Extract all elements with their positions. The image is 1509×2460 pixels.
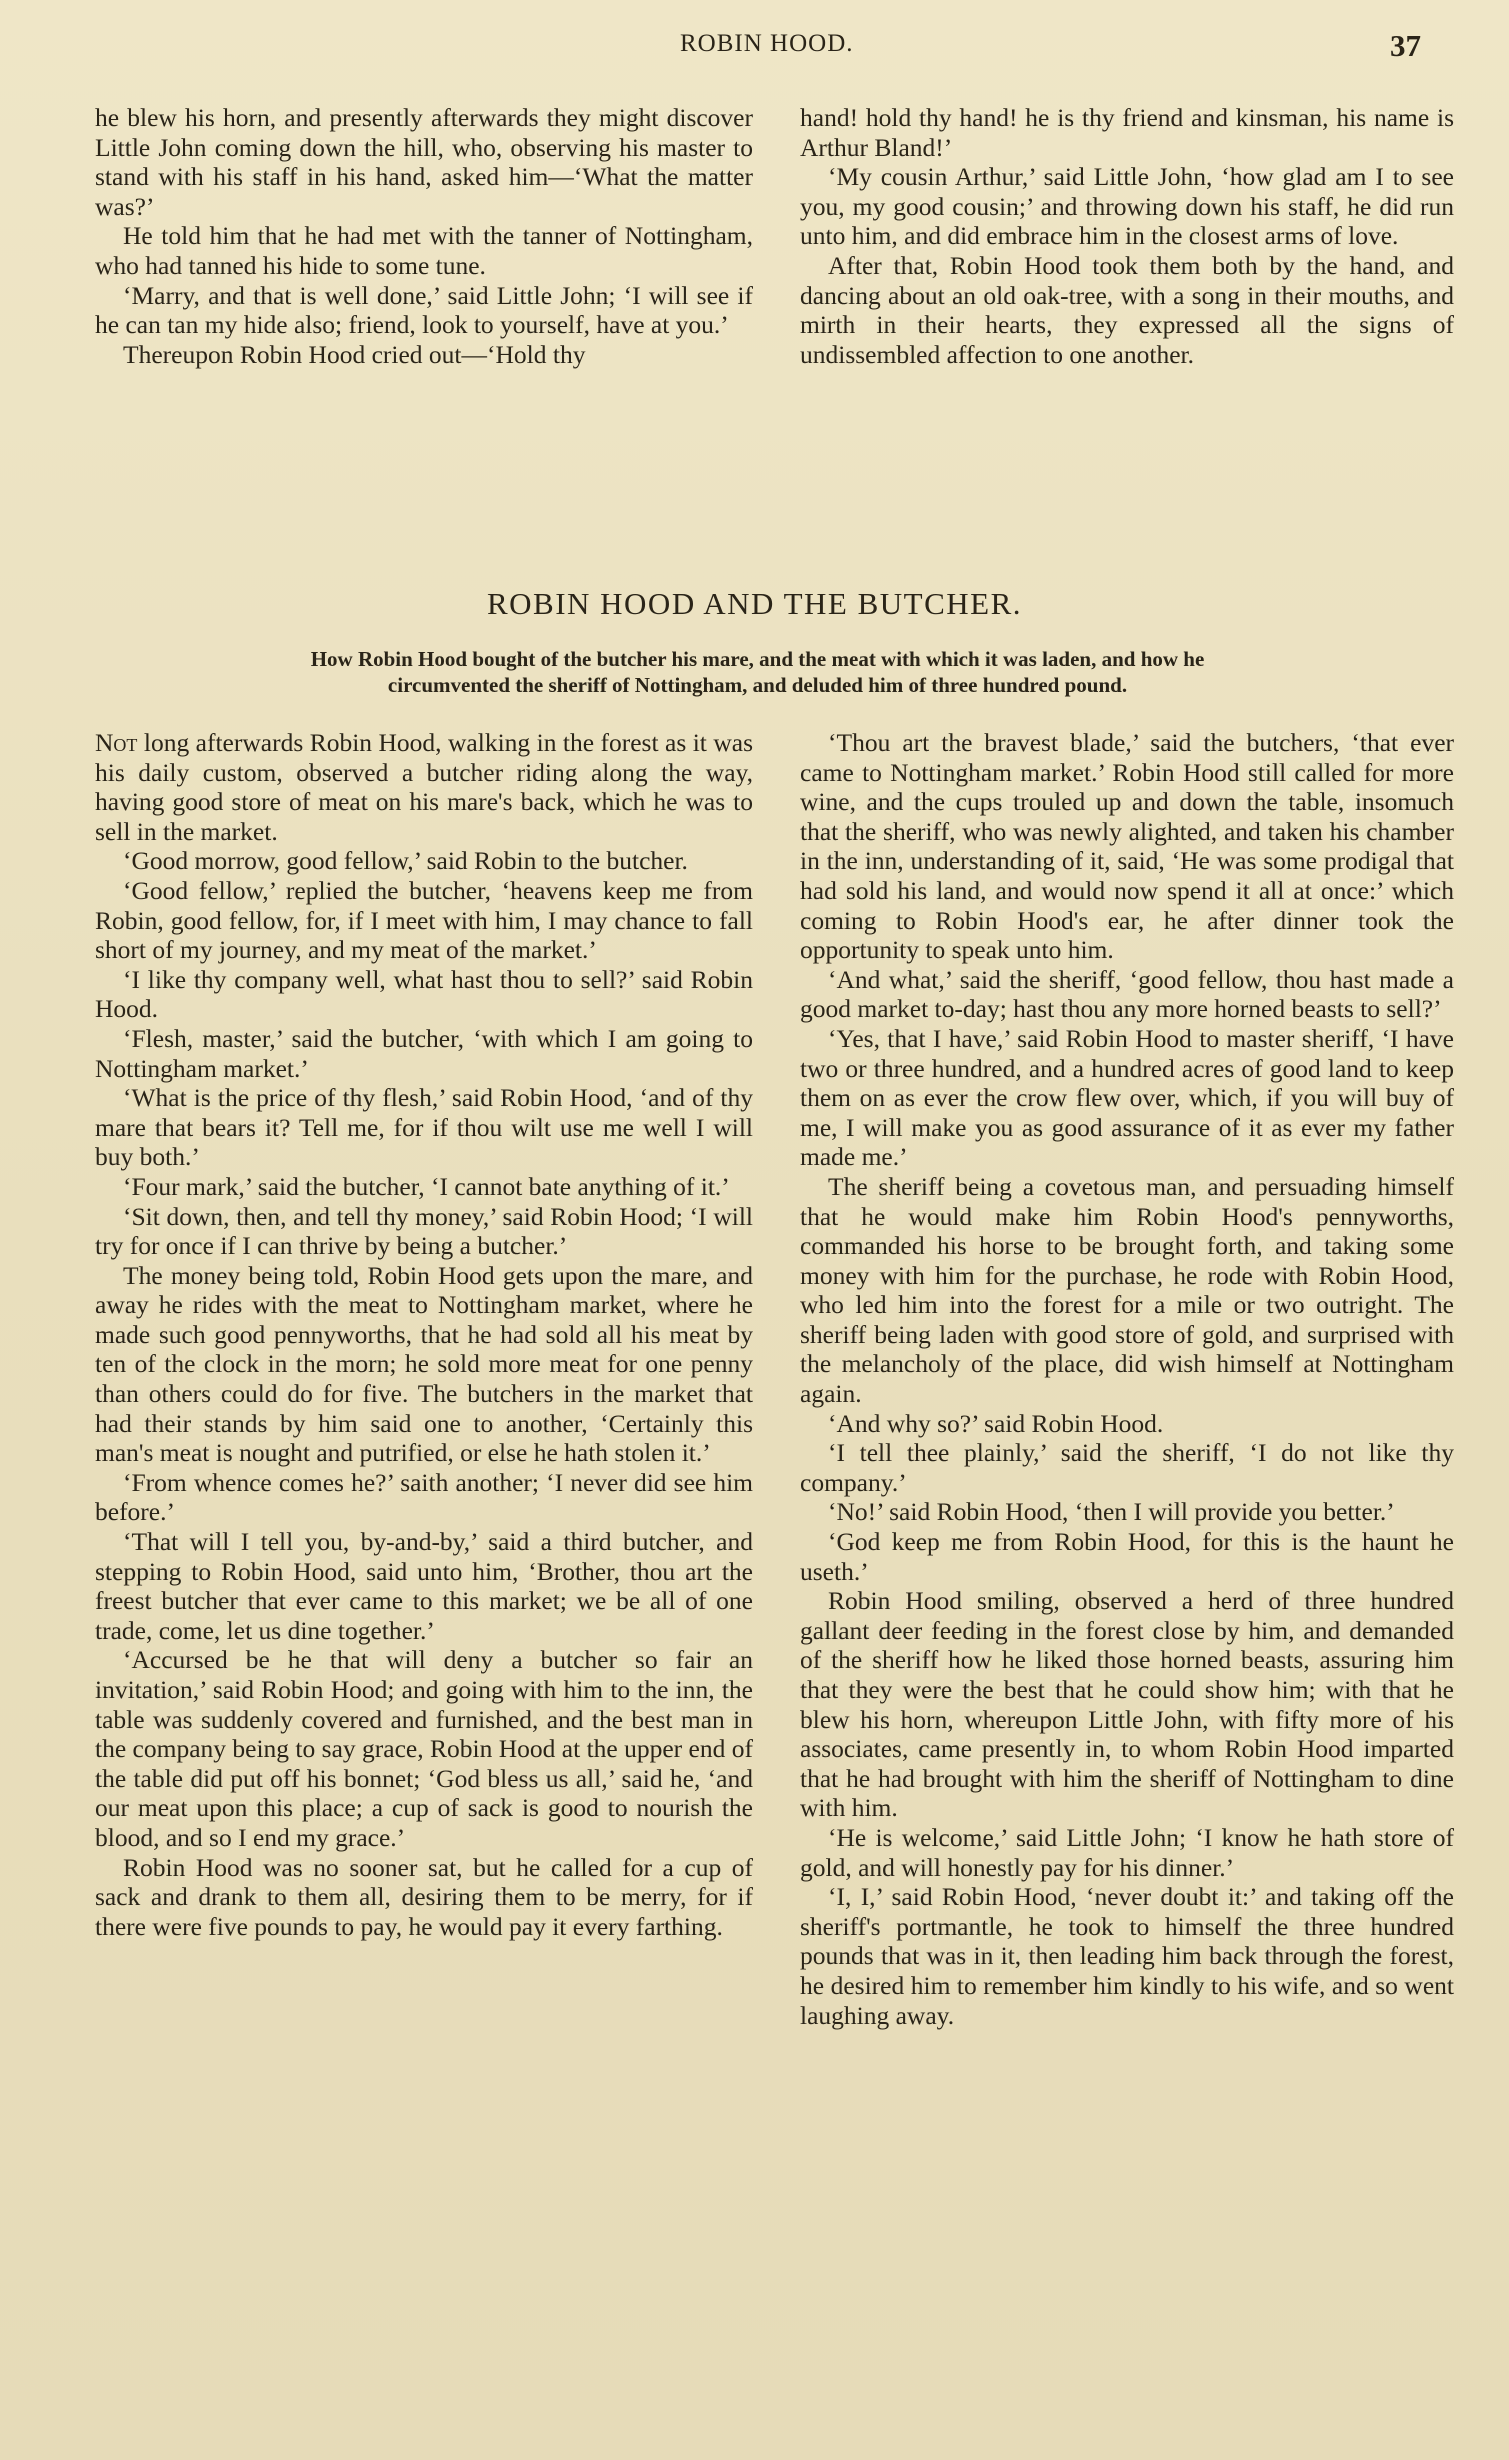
paragraph: ‘No!’ said Robin Hood, ‘then I will provide you better.’ [828,1497,1395,1527]
summary-line: circumvented the sheriff of Nottingham, and deluded him of three hundred pound. [387,673,1128,697]
paragraph: ‘Thou art the bravest blade,’ said the butchers, ‘that ever came to Nottingham market.’ Robin Hood still called for more wine, and the cups trouled up and down the table, insomuch that the sheriff, who was newly alighted, and taken his chamber in the inn, understanding of it, said, ‘He was some prodigal that had sold his land, and would now spend it all at once:’ which coming to Robin Hood's ear, he after dinner took the opportunity to speak unto him. [800,728,1454,965]
story-summary [120,646,1395,698]
paragraph: ‘Accursed be he that will deny a butcher so fair an invitation,’ said Robin Hood; and going with him to the inn, the table was suddenly covered and furnished, and the best man in the company being to say grace, Robin Hood at the upper end of the table did put off his bonnet; ‘God bless us all,’ said he, ‘and our meat upon this place; a cup of sack is good to nourish the blood, and so I end my grace.’ [95,1645,753,1852]
paragraph: ‘What is the price of thy flesh,’ said Robin Hood, ‘and of thy mare that bears it? Tell me, for if thou wilt use me well I will buy both.’ [95,1083,753,1172]
paragraph: he blew his horn, and presently afterwards they might discover Little John coming down the hill, who, observing his master to stand with his staff in his hand, asked him—‘What the matter was?’ [95,103,753,221]
paragraph: Thereupon Robin Hood cried out—‘Hold thy [123,339,586,369]
running-head [0,30,1509,70]
running-title: ROBIN HOOD. [680,30,854,57]
paragraph: The money being told, Robin Hood gets upon the mare, and away he rides with the meat to Nottingham market, where he made such good pennyworths, that he had sold all his meat by ten of the clock in the morn; he sold more meat for one penny than others could do for five. The butchers in the market that had their stands by him said one to another, ‘Certainly this man's meat is nought and putrified, or else he hath stolen it.’ [95,1260,753,1468]
paragraph: hand! hold thy hand! he is thy friend and kinsman, his name is Arthur Bland!’ [800,103,1454,162]
paragraph: ‘I, I,’ said Robin Hood, ‘never doubt it:’ and taking off the sheriff's portmantle, he took to himself the three hundred pounds that was in it, then leading him back through the forest, he desired him to remember him kindly to his wife, and so went laughing away. [800,1882,1454,2030]
paragraph: ‘From whence comes he?’ saith another; ‘I never did see him before.’ [95,1467,753,1527]
opening-paragraph [95,728,753,846]
summary-line: How Robin Hood bought of the butcher his mare, and the meat with which it was laden, and how he [310,647,1205,671]
paragraph: ‘He is welcome,’ said Little John; ‘I know he hath store of gold, and will honestly pay for his dinner.’ [800,1822,1454,1882]
paragraph: ‘God keep me from Robin Hood, for this is the haunt he useth.’ [800,1527,1454,1586]
opening-text: long afterwards Robin Hood, walking in the forest as it was his daily custom, observed a butcher riding along the way, having good store of meat on his mare's back, which he was to sell in the market. [95,728,753,846]
paragraph: ‘Flesh, master,’ said the butcher, ‘with which I am going to Nottingham market.’ [95,1023,753,1083]
paragraph: ‘My cousin Arthur,’ said Little John, ‘how glad am I to see you, my good cousin;’ and throwing down his staff, he did run unto him, and did embrace him in the closest arms of love. [800,162,1454,251]
paragraph: ‘And what,’ said the sheriff, ‘good fellow, thou hast made a good market to-day; hast thou any more horned beasts to sell?’ [800,964,1454,1024]
page-number: 37 [1390,28,1421,63]
paragraph: ‘Good fellow,’ replied the butcher, ‘heavens keep me from Robin, good fellow, for, if I meet with him, I may chance to fall short of my journey, and my meat of the market.’ [95,875,753,965]
paragraph: ‘I tell thee plainly,’ said the sheriff, ‘I do not like thy company.’ [800,1438,1454,1497]
paragraph: ‘Four mark,’ said the butcher, ‘I cannot bate anything of it.’ [123,1171,730,1201]
paragraph: ‘Yes, that I have,’ said Robin Hood to master sheriff, ‘I have two or three hundred, and a hundred acres of good land to keep them on as ever the crow flew over, which, if you will buy of me, I will make you as good assurance of it as ever my father made me.’ [800,1023,1454,1172]
story-left-column [95,728,753,1941]
paragraph: Robin Hood smiling, observed a herd of three hundred gallant deer feeding in the forest close by him, and demanded of the sheriff how he liked those horned beasts, assuring him that they were the best that he could show him; with that he blew his horn, whereupon Little John, with fifty more of his associates, came presently in, to whom Robin Hood imparted that he had brought with him the sheriff of Nottingham to dine with him. [800,1586,1454,1823]
paragraph: He told him that he had met with the tanner of Nottingham, who had tanned his hide to some tune. [95,221,753,280]
top-right-column [800,103,1454,369]
story-title: ROBIN HOOD AND THE BUTCHER. [486,586,1023,621]
top-left-column [95,103,753,369]
paragraph: Robin Hood was no sooner sat, but he called for a cup of sack and drank to them all, desiring them to be merry, for if there were five pounds to pay, he would pay it every farthing. [95,1852,753,1941]
paragraph: ‘Good morrow, good fellow,’ said Robin to the butcher. [123,846,688,876]
story-right-column [800,728,1454,2030]
paragraph: ‘Marry, and that is well done,’ said Little John; ‘I will see if he can tan my hide also; friend, look to yourself, have at you.’ [95,280,753,340]
paragraph: ‘And why so?’ said Robin Hood. [828,1408,1164,1438]
opening-word: Not [95,728,138,757]
paragraph: ‘That will I tell you, by-and-by,’ said a third butcher, and stepping to Robin Hood, said unto him, ‘Brother, thou art the freest butcher that ever came to this market; we be all of one trade, come, let us dine together.’ [95,1527,753,1645]
paragraph: ‘Sit down, then, and tell thy money,’ said Robin Hood; ‘I will try for once if I can thrive by being a butcher.’ [95,1201,753,1261]
paragraph: After that, Robin Hood took them both by the hand, and dancing about an old oak-tree, with a song in their mouths, and mirth in their hearts, they expressed all the signs of undissembled affection to one another. [800,250,1454,369]
paragraph: ‘I like thy company well, what hast thou to sell?’ said Robin Hood. [95,964,753,1024]
paragraph: The sheriff being a covetous man, and persuading himself that he would make him Robin Hood's pennyworths, commanded his horse to be brought forth, and taking some money with him for the purchase, he rode with Robin Hood, who led him into the forest for a mile or two outright. The sheriff being laden with good store of gold, and surprised with the melancholy of the place, did wish himself at Nottingham again. [800,1171,1454,1409]
